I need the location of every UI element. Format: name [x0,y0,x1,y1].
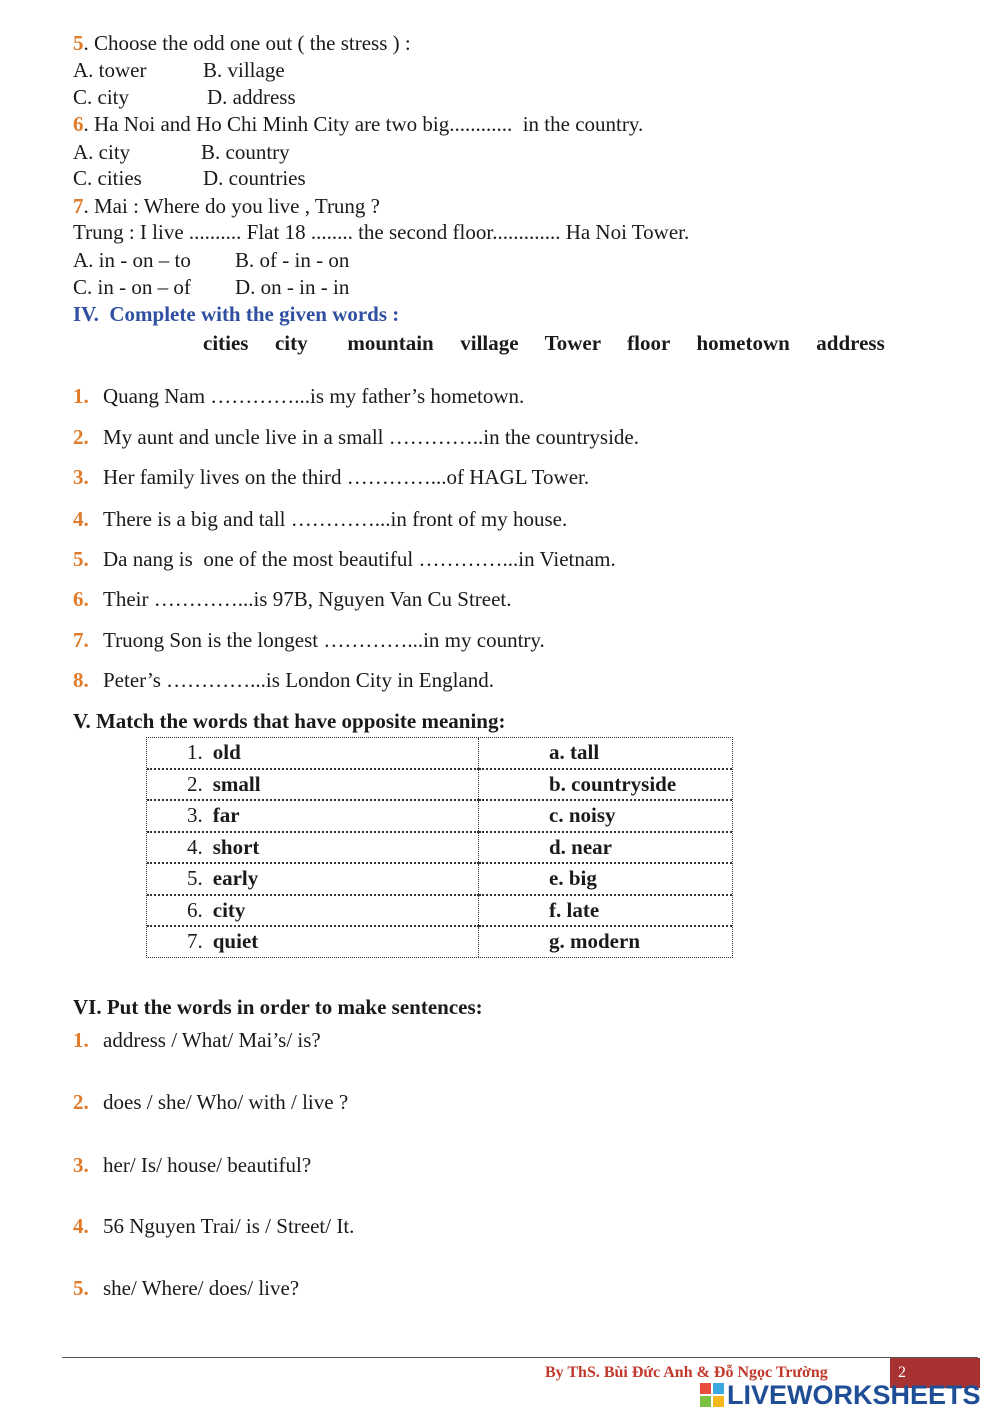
q5-prompt: 5. Choose the odd one out ( the stress ) : [73,31,411,55]
q5-option-b[interactable]: B. village [203,58,285,82]
section6-heading: VI. Put the words in order to make sentences: [73,995,483,1019]
q6-option-a[interactable]: A. city [73,140,131,164]
q6-option-d[interactable]: D. countries [203,166,306,190]
fill-item-8: 8. Peter’s …………...is London City in England. [73,668,495,692]
q6-option-b[interactable]: B. country [201,140,290,164]
order-item-4: 4. 56 Nguyen Trai/ is / Street/ It. [73,1214,355,1238]
match-row: 6. city f. late [147,896,732,928]
order-item-2: 2. does / she/ Who/ with / live ? [73,1090,349,1114]
q6-prompt: 6. Ha Noi and Ho Chi Minh City are two big............ in the country. [73,112,644,136]
q7-option-c[interactable]: C. in - on – of [73,275,191,299]
fill-item-7: 7. Truong Son is the longest …………...in my country. [73,628,545,652]
q5-option-c[interactable]: C. city [73,85,129,109]
match-row: 7. quiet g. modern [147,927,732,957]
match-table [146,737,733,958]
liveworksheets-logo-text: LIVEWORKSHEETS [727,1380,981,1410]
q5-option-a[interactable]: A. tower [73,58,147,82]
liveworksheets-logo-icon [700,1383,724,1407]
q7-prompt: 7. Mai : Where do you live , Trung ? [73,194,381,218]
fill-item-1: 1. Quang Nam …………...is my father’s hometown. [73,384,525,408]
fill-item-4: 4. There is a big and tall …………...in front of my house. [73,507,568,531]
order-item-1: 1. address / What/ Mai’s/ is? [73,1028,321,1052]
fill-item-5: 5. Da nang is one of the most beautiful …………...in Vietnam. [73,547,616,571]
q5-option-d[interactable]: D. address [207,85,296,109]
match-row: 1. old a. tall [147,738,732,770]
fill-item-2: 2. My aunt and uncle live in a small …………..in the countryside. [73,425,639,449]
match-row: 2. small b. countryside [147,770,732,802]
fill-item-3: 3. Her family lives on the third …………...of HAGL Tower. [73,465,590,489]
q7-dialogue: Trung : I live .......... Flat 18 ........ the second floor............. Ha Noi Tower. [73,220,690,244]
order-item-3: 3. her/ Is/ house/ beautiful? [73,1153,312,1177]
given-words: cities city mountain village Tower floor hometown address [203,331,885,355]
q7-option-b[interactable]: B. of - in - on [235,248,350,272]
match-row: 3. far c. noisy [147,801,732,833]
q6-option-c[interactable]: C. cities [73,166,142,190]
match-row: 5. early e. big [147,864,732,896]
section5-heading: V. Match the words that have opposite meaning: [73,709,506,733]
page-number: 2 [890,1358,980,1388]
order-item-5: 5. she/ Where/ does/ live? [73,1276,300,1300]
footer-rule [62,1357,978,1358]
section4-heading: IV. Complete with the given words : [73,302,400,326]
q7-option-d[interactable]: D. on - in - in [235,275,350,299]
fill-item-6: 6. Their …………...is 97B, Nguyen Van Cu Street. [73,587,512,611]
footer-author: By ThS. Bùi Đức Anh & Đỗ Ngọc Trường [545,1364,828,1381]
q7-option-a[interactable]: A. in - on – to [73,248,191,272]
match-row: 4. short d. near [147,833,732,865]
